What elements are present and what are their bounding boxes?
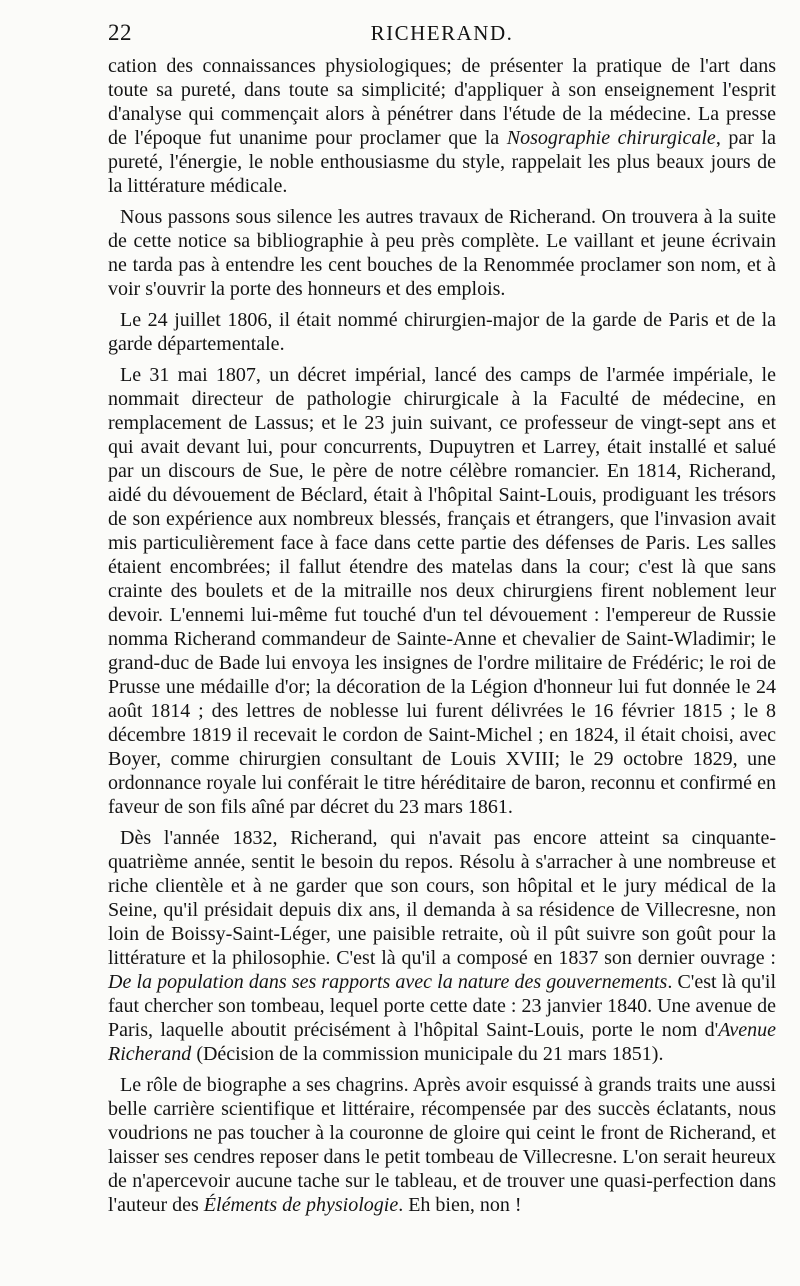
text-run: Le rôle de biographe a ses chagrins. Après avoir esquissé à grands traits une aussi belle carrière scientifique et littéraire, récompensée par des succès éclatants, nous voudrions ne pas toucher à la couronne de gloire qui ceint le front de Richerand, et laisser ses cendres reposer dans le petit tombeau de Villecresne. L'on serait heureux de n'apercevoir aucune tache sur le tableau, et de trouver une quasi-perfection dans l'auteur des (108, 1074, 776, 1216)
text-run: Le 24 juillet 1806, il était nommé chirurgien-major de la garde de Paris et de la garde départementale. (108, 309, 776, 355)
text-run: . Eh bien, non ! (398, 1194, 522, 1216)
page-header (108, 20, 776, 54)
italic-title: Avenue Richerand (108, 1019, 776, 1065)
paragraph (108, 205, 776, 301)
paragraph (108, 308, 776, 356)
text-run: Nous passons sous silence les autres travaux de Richerand. On trouvera à la suite de cette notice sa bibliographie à peu près complète. Le vaillant et jeune écrivain ne tarda pas à entendre les cent bouches de la Renommée proclamer son nom, et à voir s'ouvrir la porte des honneurs et des emplois. (108, 206, 776, 300)
page-number: 22 (108, 20, 132, 45)
paragraph (108, 363, 776, 819)
paragraph (108, 826, 776, 1066)
italic-title: De la population dans ses rapports avec la nature des gouvernements (108, 971, 668, 993)
italic-title: Éléments de physiologie (203, 1194, 399, 1216)
paragraph (108, 1073, 776, 1217)
text-run: cation des connaissances physiologiques; de présenter la pratique de l'art dans toute sa pureté, dans toute sa simplicité; d'appliquer à son enseignement l'esprit d'analyse qui commençait alors à pénétrer dans l'étude de la médecine. La presse de l'époque fut unanime pour proclamer que la (108, 55, 776, 149)
running-head: RICHERAND. (370, 21, 514, 45)
text-run: (Décision de la commission municipale du 21 mars 1851). (191, 1043, 664, 1065)
text-run: , par la pureté, l'énergie, le noble enthousiasme du style, rappelait les plus beaux jours de la littérature médicale. (108, 127, 776, 197)
body-text (108, 54, 776, 1217)
text-run: . C'est là qu'il faut chercher son tombeau, lequel porte cette date : 23 janvier 1840. Une avenue de Paris, laquelle aboutit précisément à l'hôpital Saint-Louis, porte le nom d' (108, 971, 777, 1041)
text-run: Dès l'année 1832, Richerand, qui n'avait pas encore atteint sa cinquante-quatrième année, sentit le besoin du repos. Résolu à s'arracher à une nombreuse et riche clientèle et à ne garder que son cours, son hôpital et le jury médical de la Seine, qu'il présidait depuis dix ans, il demanda à sa résidence de Villecresne, non loin de Boissy-Saint-Léger, une paisible retraite, où il pût suivre son goût pour la littérature et la philosophie. C'est là qu'il a composé en 1837 son dernier ouvrage : (108, 827, 776, 969)
italic-title: Nosographie chirurgicale (506, 127, 716, 149)
paragraph (108, 54, 776, 198)
text-run: Le 31 mai 1807, un décret impérial, lancé des camps de l'armée impériale, le nommait directeur de pathologie chirurgicale à la Faculté de médecine, en remplacement de Lassus; et le 23 juin suivant, ce professeur de vingt-sept ans et qui avait devant lui, pour concurrents, Dupuytren et Larrey, était installé et salué par un discours de Sue, le père de notre célèbre romancier. En 1814, Richerand, aidé du dévouement de Béclard, était à l'hôpital Saint-Louis, prodiguant les trésors de son expérience aux nombreux blessés, français et étrangers, que l'invasion avait mis particulièrement face à face dans cette partie des défenses de Paris. Les salles étaient encombrées; il fallut étendre des matelas dans la cour; c'est là que sans crainte des boulets et de la mitraille nos deux chirurgiens firent noblement leur devoir. L'ennemi lui-même fut touché d'un tel dévouement : l'empereur de Russie nomma Richerand commandeur de Sainte-Anne et chevalier de Saint-Wladimir; le grand-duc de Bade lui envoya les insignes de l'ordre militaire de Frédéric; le roi de Prusse une médaille d'or; la décoration de la Légion d'honneur lui fut donnée le 24 août 1814 ; des lettres de noblesse lui furent délivrées le 16 février 1815 ; le 8 décembre 1819 il recevait le cordon de Saint-Michel ; en 1824, il était choisi, avec Boyer, comme chirurgien consultant de Louis XVIII; le 29 octobre 1829, une ordonnance royale lui conférait le titre héréditaire de baron, reconnu et confirmé en faveur de son fils aîné par décret du 23 mars 1861. (108, 364, 776, 818)
